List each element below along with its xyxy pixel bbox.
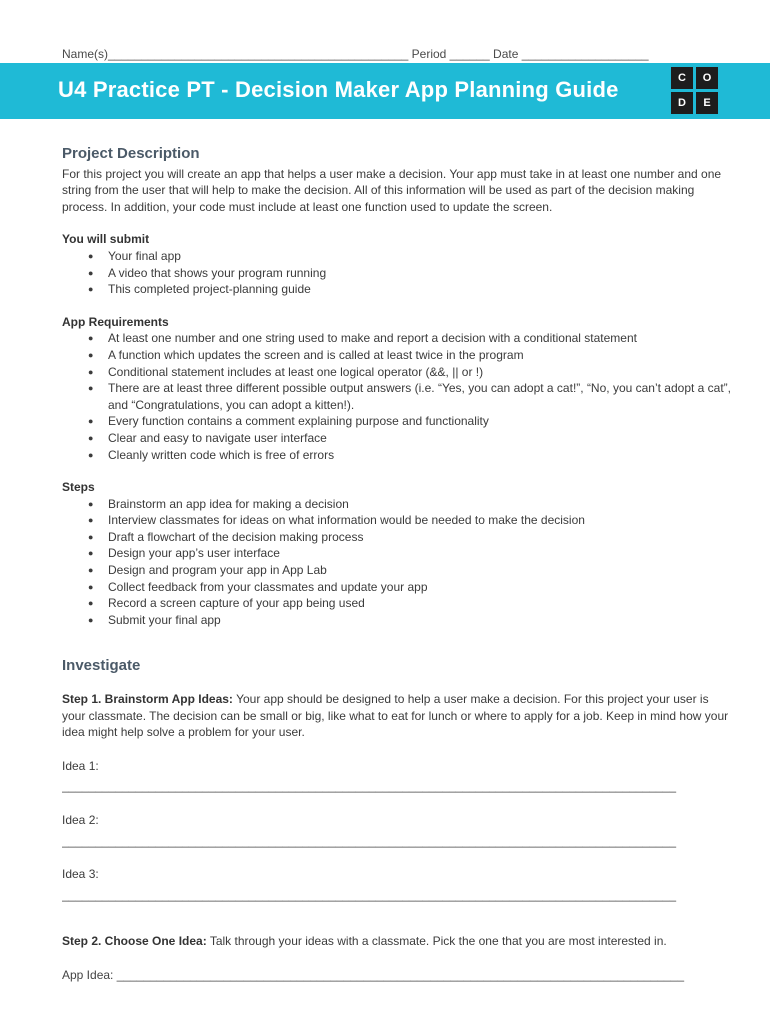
you-will-submit-heading: You will submit	[62, 232, 150, 247]
app-idea-label: App Idea:	[62, 967, 114, 982]
list-item: ● Design your app’s user interface	[88, 545, 732, 562]
list-item: ● Submit your final app	[88, 612, 732, 629]
list-item: ● Interview classmates for ideas on what information would be needed to make the decision	[88, 512, 732, 529]
logo-letter-e: E	[696, 92, 718, 114]
code-org-logo	[671, 67, 719, 115]
list-item: ● Design and program your app in App Lab	[88, 562, 732, 579]
steps-heading: Steps	[62, 480, 95, 495]
app-requirements-heading: App Requirements	[62, 314, 169, 329]
list-item: ● Every function contains a comment explaining purpose and functionality	[88, 413, 732, 430]
title-banner	[0, 63, 770, 119]
step1-label: Step 1. Brainstorm App Ideas:	[62, 692, 233, 707]
page-title: U4 Practice PT - Decision Maker App Planning Guide	[58, 77, 619, 102]
idea1-label: Idea 1:	[62, 758, 99, 773]
list-item: ● Draft a flowchart of the decision making process	[88, 529, 732, 546]
requirements-list	[62, 330, 732, 463]
document-body	[62, 146, 732, 984]
idea3-label: Idea 3:	[62, 867, 99, 882]
list-item: ● Collect feedback from your classmates and update your app	[88, 579, 732, 596]
list-item: ● Cleanly written code which is free of errors	[88, 447, 732, 464]
investigate-heading: Investigate	[62, 657, 141, 675]
step2-label: Step 2. Choose One Idea:	[62, 934, 207, 949]
app-idea-answer-line[interactable]: _____________________________________________________________________________________	[116, 967, 684, 982]
logo-letter-o: O	[696, 67, 718, 89]
step1-paragraph	[62, 691, 732, 741]
name-period-date-line[interactable]: Name(s)_____________________________________________ Period ______ Date ___________________	[62, 47, 649, 61]
idea1-answer-line[interactable]: ____________________________________________________________________________________________	[62, 779, 676, 794]
submit-list	[62, 248, 732, 298]
idea3-answer-line[interactable]: ____________________________________________________________________________________________	[62, 887, 676, 902]
list-item: ● A function which updates the screen and is called at least twice in the program	[88, 347, 732, 364]
list-item: ● At least one number and one string used to make and report a decision with a conditional statement	[88, 330, 732, 347]
idea2-label: Idea 2:	[62, 813, 99, 827]
list-item: ● There are at least three different possible output answers (i.e. “Yes, you can adopt a cat!”, “No, you can’t adopt a cat”, and “Congratulations, you can adopt a kitten!).	[88, 380, 732, 413]
project-description-text: For this project you will create an app that helps a user make a decision. Your app must take in at least one number and one string from the user that will help to make the decision. All of this information will be used as part of the decision making process. In addition, your code must include at least one function used to update the screen.	[62, 166, 722, 214]
list-item: ● Your final app	[88, 248, 732, 265]
step2-text: Talk through your ideas with a classmate. Pick the one that you are most interested in.	[209, 934, 667, 949]
step1-text: Your app should be designed to help a user make a decision. For this project your user is your classmate. The decision can be small or big, like what to eat for lunch or where to apply for a job. Keep in mind how your idea might help solve a problem for your user.	[62, 692, 729, 740]
project-description-heading: Project Description	[62, 145, 200, 162]
list-item: ● Brainstorm an app idea for making a decision	[88, 496, 732, 513]
idea2-answer-line[interactable]: ____________________________________________________________________________________________	[62, 833, 676, 848]
app-idea-row	[62, 967, 732, 984]
list-item: ● Conditional statement includes at least one logical operator (&&, || or !)	[88, 364, 732, 381]
logo-letter-c: C	[671, 67, 693, 89]
list-item: ● Clear and easy to navigate user interface	[88, 430, 732, 447]
step2-paragraph	[62, 933, 732, 950]
list-item: ● Record a screen capture of your app being used	[88, 595, 732, 612]
list-item: ● This completed project-planning guide	[88, 281, 732, 298]
list-item: ● A video that shows your program running	[88, 265, 732, 282]
steps-list	[62, 496, 732, 629]
logo-letter-d: D	[671, 92, 693, 114]
